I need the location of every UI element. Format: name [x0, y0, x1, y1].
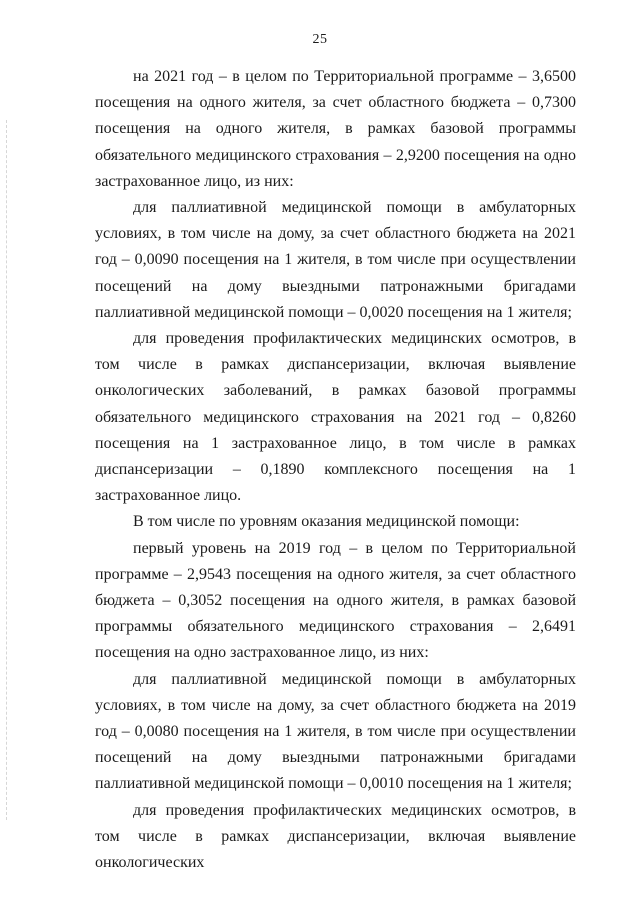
paragraph-2021-total: на 2021 год – в целом по Территориальной программе – 3,6500 посещения на одного жителя, за счет областного бюджета – 0,7300 посещения на одного жителя, в рамках базовой программы обязательного медицинского страхования – 2,9200 посещения на одно застрахованное лицо, из них: — [95, 68, 576, 190]
paragraph-2021-palliative: для паллиативной медицинской помощи в амбулаторных условиях, в том числе на дому, за счет областного бюджета на 2021 год – 0,0090 посещения на 1 жителя, в том числе при осуществлении посещений на дому выездными патронажными бригадами паллиативной медицинской помощи – 0,0020 посещения на 1 жителя; — [95, 199, 576, 321]
page-number: 25 — [312, 32, 328, 47]
paragraph-2019-first-level: первый уровень на 2019 год – в целом по Территориальной программе – 2,9543 посещения на одного жителя, за счет областного бюджета – 0,3052 посещения на одного жителя, в рамках базовой программы обязательного медицинского страхования – 2,6491 посещения на одно застрахованное лицо, из них: — [95, 539, 576, 662]
document-body — [95, 64, 576, 876]
paragraph-levels-heading: В том числе по уровням оказания медицинской помощи: — [133, 513, 520, 531]
paragraph-2019-preventive: для проведения профилактических медицинских осмотров, в том числе в рамках диспансеризации, включая выявление онкологических — [95, 801, 576, 872]
paragraph-2021-preventive: для проведения профилактических медицинских осмотров, в том числе в рамках диспансеризации, включая выявление онкологических заболеваний, в рамках базовой программы обязательного медицинского страхования на 2021 год – 0,8260 посещения на 1 застрахованное лицо, в том числе в рамках диспансеризации – 0,1890 комплексного посещения на 1 застрахованное лицо. — [95, 330, 576, 505]
scan-edge-artifact — [6, 120, 8, 820]
paragraph-2019-palliative: для паллиативной медицинской помощи в амбулаторных условиях, в том числе на дому, за счет областного бюджета на 2019 год – 0,0080 посещения на 1 жителя, в том числе при осуществлении посещений на дому выездными патронажными бригадами паллиативной медицинской помощи – 0,0010 посещения на 1 жителя; — [95, 670, 576, 793]
